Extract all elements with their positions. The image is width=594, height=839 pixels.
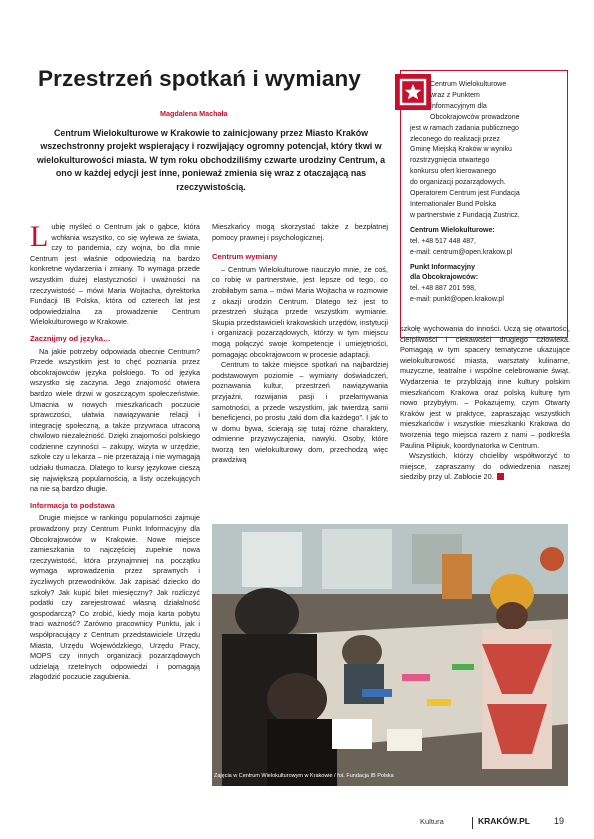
paragraph: Mieszkańcy mogą skorzystać także z bezpłatnej pomocy prawnej i psychologicznej.	[212, 222, 388, 242]
section-heading: Informacja to podstawa	[30, 500, 115, 510]
contact-centrum-phone: tel. +48 517 448 487,	[410, 237, 476, 245]
end-mark-icon	[497, 473, 504, 480]
paragraph: szkołę wychowania do inności. Uczą się otwartości, cierpliwości i ciekawości drugiego człowieka. Pomagają w tym spacery tematyczne ukazujące wielokulturowość miasta, warsztaty kulinarne, muzyczne, teatralne i wspólne celebrowanie świąt. Wydarzenia te przybliżają inne kultury polskim mieszkańcom Krakowa oraz polską kulturę tym nowo przybyłym. – Pokazujemy, czym Otwarty Kraków jest w praktyce, zapraszając wszystkich mieszkańców i wszystkie mieszkanki Krakowa do tworzenia tego miejsca razem z nami – podkreśla Paulina Pilipiuk, koordynatorka w Centrum.	[400, 324, 570, 450]
paragraph: Drugie miejsce w rankingu popularności zajmuje prowadzony przy Centrum Punkt Informacyjny dla Obcokrajowców w Krakowie. Nowe miejsce zamieszkania to najczęściej zupełnie nowa rzeczywistość, która przynajmniej na początku wymaga wprowadzenia przez sprawnych i życzliwych przewodników. Jak zapisać dziecko do szkoły? Jak kupić bilet miesięczny? Jak rozliczyć podatki czy zarejestrować własną działalność gospodarczą? Co zrobić, kiedy moja karta pobytu traci ważność? Zarówno pracownicy Punktu, jak i współpracujący z Centrum przedstawiciele Urzędu Miasta, Urzędu Wojewódzkiego, Urzędu Pracy, MOPS czy innych organizacji pozarządowych udzielają rzetelnych odpowiedzi i pomagają złagodzić poczucie zagubienia.	[30, 513, 200, 682]
contact-centrum-title: Centrum Wielokulturowe:	[410, 226, 495, 234]
info-line: zleconego do realizacji przez	[410, 135, 500, 143]
info-line: rozstrzygnięcia otwartego	[410, 157, 490, 165]
footer-brand: KRAKÓW.PL	[478, 816, 530, 826]
paragraph: Wszystkich, którzy chcieliby współtworzyć to miejsce, zapraszamy do odwiedzenia naszej siedziby przy ul. Zabłocie 20.	[400, 451, 570, 482]
paragraph: Na jakie potrzeby odpowiada obecnie Centrum? Przede wszystkim jest to chęć poznania przez obcokrajowców języka polskiego. To od języka wszystko się zaczyna. Jego znajomość otwiera bardzo wiele drzwi w goszczącym społeczeństwie. Umacnia w nowych mieszkańcach poczucie sprawczości, ułatwia nawiązywanie relacji i integrację społeczną, a także przywraca utraconą chwilowo niezależność. Dzięki znajomości polskiego codzienne czynności – zakupy, wizyta w urzędzie, szkole czy u lekarza – nie przerażają i nie wymagają udziału tłumacza. Dlatego to kursy językowe cieszą się największą popularnością, a listy oczekujących na nie są bardzo długie.	[30, 346, 200, 494]
workshop-photo	[212, 524, 568, 786]
info-line: konkursu ofert kierowanego	[410, 168, 496, 176]
info-line: do organizacji pozarządowych.	[410, 179, 506, 187]
info-line: Gminę Miejską Kraków w wyniku	[410, 146, 512, 154]
info-line: Operatorem Centrum jest Fundacja	[410, 190, 520, 198]
info-line: Internationaler Bund Polska	[410, 200, 496, 208]
drop-cap: L	[30, 220, 49, 253]
contact-centrum-email[interactable]: e-mail: centrum@open.krakow.pl	[410, 248, 513, 256]
info-line: Informacyjnym dla	[430, 102, 487, 110]
paragraph: – Centrum Wielokulturowe nauczyło mnie, że coś, co robię w partnerstwie, jest lepsze od tego, co zrobiłabym sama – mówi Maria Wojtacha w rozmowie z okazji urodzin Centrum. Dlatego też jest to przestrzeń służąca przede wszystkim wymianie. Skupia przedstawicieli krakowskich urzędów, instytucji i organizacji pozarządowych, którzy w tym miejscu mogą połączyć swoje kompetencje i umiejętności, pomagając obcokrajowcom w procesie adaptacji.	[212, 264, 388, 359]
column-1	[30, 222, 200, 683]
section-heading: Centrum wymiany	[212, 252, 278, 262]
contact-punkt-title: Punkt Informacyjny	[410, 263, 475, 271]
photo-caption: Zajęcia w Centrum Wielokulturowym w Krakowie / fot. Fundacja IB Polska	[214, 773, 394, 779]
footer-section: Kultura	[420, 817, 444, 826]
article-author: Magdalena Machała	[160, 109, 228, 118]
info-line: Centrum Wielokulturowe	[430, 81, 507, 88]
info-line: wraz z Punktem	[430, 91, 480, 99]
footer-divider	[472, 817, 473, 829]
info-line: w partnerstwie z Fundacją Zustricz.	[410, 211, 520, 219]
info-line: jest w ramach zadania publicznego	[410, 124, 519, 132]
info-line: Obcokrajowców prowadzone	[430, 113, 520, 121]
paragraph: Lubię myśleć o Centrum jak o gąbce, która wchłania wszystko, co się wylewa ze świata, czy to pandemia, czy wojna, bo dla mnie Centrum jest właśnie odpowiedzią na bardzo konkretne wydarzenia i zmiany. To wymaga przede wszystkim dużej elastyczności i uważności na rzeczywistość – mówi Maria Wojtacha, dyrektorka Fundacji IB Polska, która od czterech lat jest odpowiedzialna za prowadzenie Centrum Wielokulturowego w Krakowie.	[30, 220, 200, 327]
section-heading: Zacznijmy od języka…	[30, 333, 111, 343]
column-3	[400, 324, 570, 483]
info-box-text	[410, 80, 566, 306]
page-number: 19	[554, 816, 565, 826]
paragraph: Centrum to także miejsce spotkań na najbardziej podstawowym poziomie – wymiany doświadczeń, poznawania kultur, przestrzeń nawiązywania przyjaźni, rozwijania pasji i przełamywania samotności, a przede wszystkim, jak twierdzą sami beneficjenci, po prostu „taki dom dla każdego”. I jak to w domu bywa, ścierają się tutaj różne charaktery, odmienne przyzwyczajenia, nawyki. Osoby, które tworzą ten wielokulturowy dom, przechodzą więc prawdziwą	[212, 360, 388, 465]
contact-punkt-email[interactable]: e-mail: punkt@open.krakow.pl	[410, 296, 504, 304]
contact-punkt-phone: tel. +48 887 201 598,	[410, 285, 476, 293]
contact-punkt-title-2: dla Obcokrajowców:	[410, 274, 479, 282]
column-2	[212, 222, 388, 466]
article-title: Przestrzeń spotkań i wymiany	[38, 66, 361, 91]
article-lead: Centrum Wielokulturowe w Krakowie to zainicjowany przez Miasto Kraków wszechstronny projekt wspierający i rozwijający ogromny potencjał, który tkwi w wielokulturowości miasta. W tym roku obchodziliśmy czwarte urodziny Centrum, a ono w każdej edycji jest inne, ponieważ zmienia się wraz z otaczającą nas rzeczywistością.	[36, 128, 386, 192]
